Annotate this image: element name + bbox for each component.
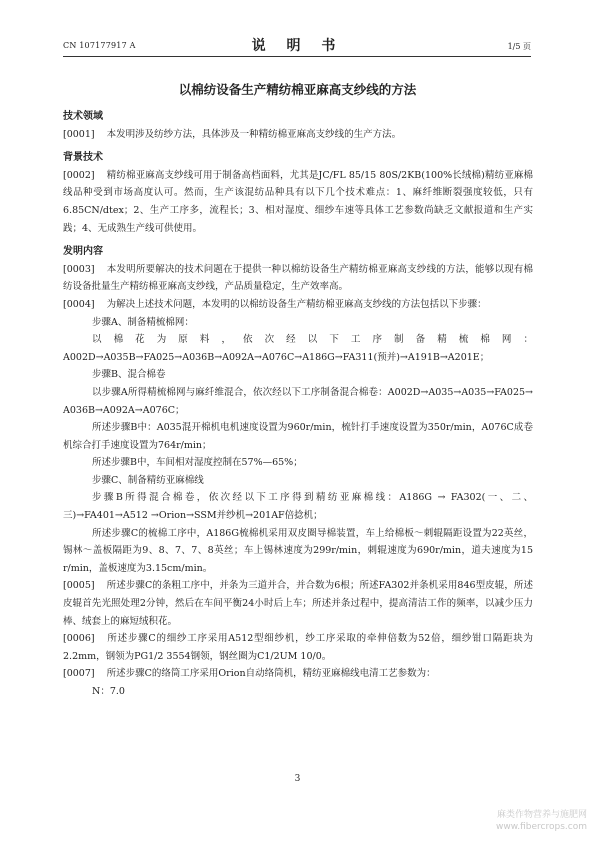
document-title: 以棉纺设备生产精纺棉亚麻高支纱线的方法: [178, 82, 417, 97]
step-b-text: 以步骤A所得精梳棉网与麻纤维混合，依次经以下工序制备混合棉卷：A002D→A035→A035→FA025→ A036B→A092A→A076C；: [63, 386, 533, 416]
watermark-line-1: 麻类作物营养与施肥网: [496, 810, 587, 820]
step-b-speed: 所述步骤B中：A035混开棉机电机速度设置为960r/min，梳针打手速度设置为350r/min，A076C成卷机综合打手速度设置为764r/min；: [63, 422, 533, 451]
step-b-humidity: 所述步骤B中，车间相对湿度控制在57%—65%；: [92, 457, 303, 469]
paragraph-text: 所述步骤C的络筒工序采用Orion自动络筒机，精纺亚麻棉线电清工艺参数为：: [106, 668, 436, 680]
paragraph-text: 本发明涉及纺纱方法，具体涉及一种精纺棉亚麻高支纱线的生产方法。: [106, 128, 402, 140]
document-body: [63, 108, 533, 701]
paragraph-number: [0003]: [63, 263, 95, 275]
paragraph-text: 所述步骤C的条粗工序中，并条为三道并合，并合数为6根；所述FA302并条机采用846型皮辊，所述皮辊首先光照处理2分钟，然后在车间平衡24小时后上车；所述并条过程中，提高清洁工作的频率，以减少压力棒、绒套上的麻短绒积花。: [63, 580, 533, 627]
step-a-heading: 步骤A、制备精梳棉网：: [92, 316, 194, 328]
paragraph-0007: [63, 665, 533, 683]
section-heading-tech-field: 技术领域: [63, 111, 103, 122]
paragraph-0006: [63, 630, 533, 665]
step-b-heading: 步骤B、混合棉卷: [92, 369, 166, 381]
paragraph-0003: [63, 261, 533, 296]
paragraph-0004: [63, 296, 533, 314]
step-c-carding: 所述步骤C的梳棉工序中，A186G梳棉机采用双皮圈导棉装置，车上给棉板～刺辊隔距设置为22英丝，锡林～盖板隔距为9、8、7、7、8英丝；车上锡林速度为299r/min，刺辊速度为690r/min，道夫速度为15 r/min，盖板速度为3.15cm/min。: [63, 527, 533, 574]
paragraph-number: [0005]: [63, 580, 95, 592]
section-heading-background: 背景技术: [63, 152, 103, 164]
site-watermark: [496, 809, 587, 833]
paragraph-number: [0006]: [63, 633, 95, 645]
step-c-text: 步骤B所得混合棉卷，依次经以下工序得到精纺亚麻棉线：A186G → FA302(一、二、三)→FA401→A512 →Orion→SSM并纱机→201AF倍捻机；: [63, 492, 533, 522]
paragraph-0002: [63, 167, 533, 237]
paragraph-number: [0001]: [63, 128, 95, 140]
step-c-heading: 步骤C、制备精纺亚麻棉线: [92, 474, 204, 486]
paragraph-text: 本发明所要解决的技术问题在于提供一种以棉纺设备生产精纺棉亚麻高支纱线的方法，能够以现有棉纺设备批量生产精纺棉亚麻高支纱线，产品质量稳定，生产效率高。: [63, 263, 533, 293]
section-heading-invention: 发明内容: [63, 246, 103, 258]
paragraph-0005: [63, 577, 533, 630]
page-number: 3: [294, 774, 301, 784]
header-divider: [63, 56, 531, 57]
patent-number: CN 107177917 A: [63, 41, 136, 50]
paragraph-text: 精纺棉亚麻高支纱线可用于制备高档面料，尤其是JC/FL 85/15 80S/2KB(100%长绒棉)精纺亚麻棉线品种受到市场高度认可。然而，生产该混纺品种具有以下几个技术难点：1、麻纤维断裂强度较低，只有6.85CN/dtex；2、生产工序多，流程长；3、相对湿度、细纱车速等具体工艺参数尚缺乏文献报道和生产实践；4、无成熟生产线可供使用。: [63, 169, 533, 234]
document-type: 说 明 书: [251, 38, 344, 54]
n-value: N：7.0: [92, 686, 125, 697]
paragraph-0001: [63, 126, 533, 144]
paragraph-number: [0004]: [63, 298, 95, 310]
paragraph-text: 所述步骤C的细纱工序采用A512型细纱机，纱工序采取的牵伸倍数为52倍，细纱钳口隔距块为2.2mm，钢领为PG1/2 3554钢领，钢丝圈为C1/2UM 10/0。: [63, 633, 533, 662]
watermark-line-2: www.fibercrops.com: [496, 822, 587, 832]
paragraph-text: 为解决上述技术问题，本发明的以棉纺设备生产精纺棉亚麻高支纱线的方法包括以下步骤：: [106, 298, 487, 310]
paragraph-number: [0007]: [63, 668, 95, 680]
paragraph-number: [0002]: [63, 169, 95, 181]
step-a-text: 以棉花为原料，依次经以下工序制备精梳棉网：A002D→A035B→FA025→A036B→A092A→A076C→A186G→FA311(预并)→A191B→A201E；: [63, 334, 533, 363]
page-indicator: 1/5 页: [507, 42, 531, 51]
